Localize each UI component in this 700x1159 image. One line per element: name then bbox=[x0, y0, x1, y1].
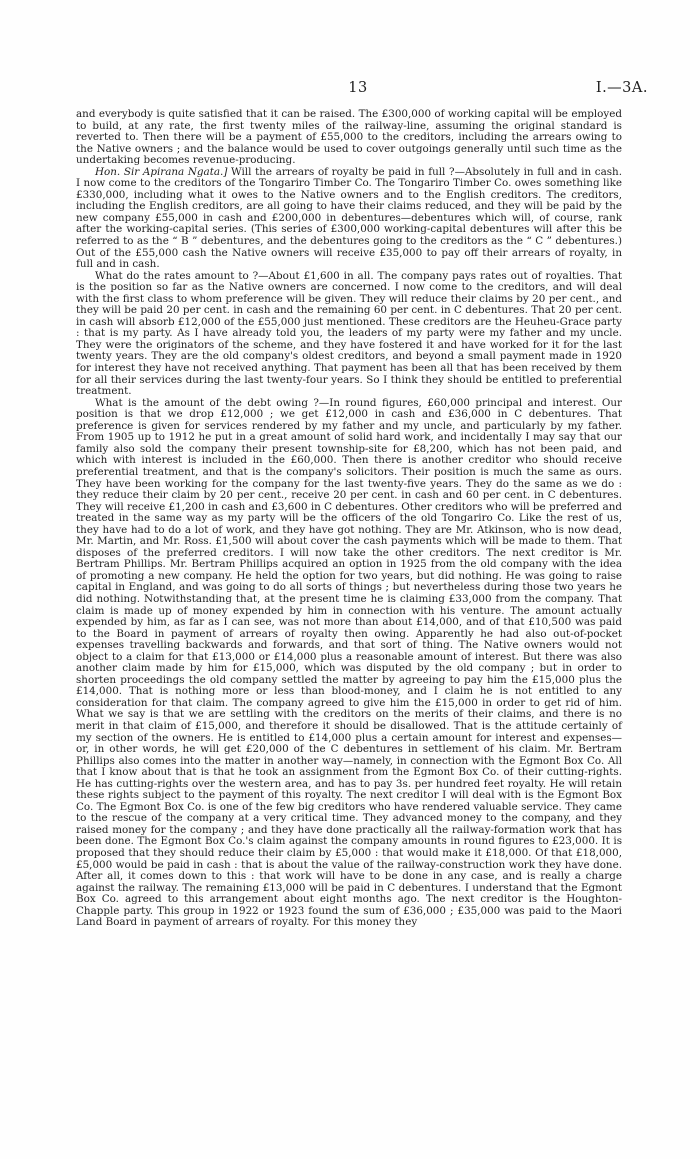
paragraph bbox=[76, 271, 622, 398]
paragraph bbox=[76, 109, 622, 167]
body-text bbox=[76, 109, 622, 929]
paragraph-text: and everybody is quite satisfied that it can be raised. The £300,000 of working capital will be employed to build, at any rate, the first twenty miles of the railway-line, assuming the original standard is reverted to. Then there will be a payment of £55,000 to the creditors, including the arrears owing to the Native owners ; and the balance would be used to cover outgoings generally until such time as the undertaking becomes revenue-producing. bbox=[76, 108, 622, 167]
paragraph-text: What do the rates amount to ?—About £1,600 in all. The company pays rates out of royalties. That is the position so far as the Native owners are concerned. I now come to the creditors, and will deal with the first class to whom preference will be given. They will reduce their claims by 20 per cent., and they will be paid 20 per cent. in cash and the remaining 60 per cent. in C debentures. That 20 per cent. in cash will absorb £12,000 of the £55,000 just mentioned. These creditors are the Heuheu-Grace party : that is my party. As I have already told you, the leaders of my party were my father and my uncle. They were the originators of the scheme, and they have fostered it and have worked for it for the last twenty years. They are the old company's oldest creditors, and beyond a small payment made in 1920 for interest they have not received anything. That payment has been all that has been received by them for all their services during the last twenty-four years. So I think they should be entitled to preferential treatment. bbox=[76, 269, 622, 398]
document-reference: I.—3A. bbox=[595, 80, 648, 96]
paragraph-text: What is the amount of the debt owing ?—In round figures, £60,000 principal and interest. Our position is that we drop £12,000 ; we get £12,000 in cash and £36,000 in C debentures. That preference is given for services rendered by my father and my uncle, and particularly by my father. From 1905 up to 1912 he put in a great amount of solid hard work, and incidentally I may say that our family also sold the company their present township-site for £8,200, which has not been paid, and which with interest is included in the £60,000. Then there is another creditor who should receive preferential treatment, and that is the company's solicitors. Their position is much the same as ours. They have been working for the company for the last twenty-five years. They do the same as we do : they reduce their claim by 20 per cent., receive 20 per cent. in cash and 60 per cent. in C debentures. They will receive £1,200 in cash and £3,600 in C debentures. Other creditors who will be preferred and treated in the same way as my party will be the officers of the old Tongariro Co. Like the rest of us, they have had to do a lot of work, and they have got nothing. They are Mr. Atkinson, who is now dead, Mr. Martin, and Mr. Ross. £1,500 will about cover the cash payments which will be made to them. That disposes of the preferred creditors. I will now take the other creditors. The next creditor is Mr. Bertram Phillips. Mr. Bertram Phillips acquired an option in 1925 from the old company with the idea of promoting a new company. He held the option for two years, but did nothing. He was going to raise capital in England, and was going to do all sorts of things ; but nevertheless during those two years he did nothing. Notwithstanding that, at the present time he is claiming £33,000 from the company. That claim is made up of money expended by him in connection with his venture. The amount actually expended by him, as far as I can see, was not more than about £14,000, and of that £10,500 was paid to the Board in payment of arrears of royalty then owing. Apparently he had also out-of-pocket expenses travelling backwards and forwards, and that sort of thing. The Native owners would not object to a claim for that £13,000 or £14,000 plus a reasonable amount of interest. But there was also another claim made by him for £15,000, which was disputed by the old company ; but in order to shorten proceedings the old company settled the matter by agreeing to pay him the £15,000 plus the £14,000. That is nothing more or less than blood-money, and I claim he is not entitled to any consideration for that claim. The company agreed to give him the £15,000 in order to get rid of him. What we say is that we are settling with the creditors on the merits of their claims, and there is no merit in that claim of £15,000, and therefore it should be disallowed. That is the attitude certainly of my section of the owners. He is entitled to £14,000 plus a certain amount for interest and expenses—or, in other words, he will get £20,000 of the C debentures in settlement of his claim. Mr. Bertram Phillips also comes into the matter in another way—namely, in connection with the Egmont Box Co. All that I know about that is that he took an assignment from the Egmont Box Co. of their cutting-rights. He has cutting-rights over the western area, and has to pay 3s. per hundred feet royalty. He will retain these rights subject to the payment of this royalty. The next creditor I will deal with is the Egmont Box Co. The Egmont Box Co. is one of the few big creditors who have rendered valuable service. They came to the rescue of the company at a very critical time. They advanced money to the company, and they raised money for the company ; and they have done practically all the railway-formation work that has been done. The Egmont Box Co.'s claim against the company amounts in round figures to £23,000. It is proposed that they should reduce their claim by £5,000 : that would make it £18,000. Of that £18,000, £5,000 would be paid in cash : that is about the value of the railway-construction work they have done. After all, it comes down to this : that work will have to be done in any case, and is really a charge against the railway. The remaining £13,000 will be paid in C debentures. I understand that the Egmont Box Co. agreed to this arrangement about eight months ago. The next creditor is the Houghton-Chapple party. This group in 1922 or 1923 found the sum of £36,000 ; £35,000 was paid to the Maori Land Board in payment of arrears of royalty. For this money they bbox=[76, 396, 622, 929]
paragraph bbox=[76, 398, 622, 929]
page-header bbox=[0, 80, 700, 100]
page-number: 13 bbox=[348, 80, 368, 96]
paragraph bbox=[76, 167, 622, 271]
paragraph-text: Will the arrears of royalty be paid in full ?—Absolutely in full and in cash. I now come to the creditors of the Tongariro Timber Co. The Tongariro Timber Co. owes something like £330,000, including what it owes to the Native owners and to the English creditors. The creditors, including the English creditors, are all going to have their claims reduced, and they will be paid by the new company £55,000 in cash and £200,000 in debentures—debentures which will, of course, rank after the working-capital series. (This series of £300,000 working-capital debentures will after this be referred to as the “ B ” debentures, and the debentures going to the creditors as the “ C ” debentures.) Out of the £55,000 cash the Native owners will receive £35,000 to pay off their arrears of royalty, in full and in cash. bbox=[76, 165, 622, 271]
speaker-label: Hon. Sir Apirana Ngata.] bbox=[95, 165, 228, 178]
